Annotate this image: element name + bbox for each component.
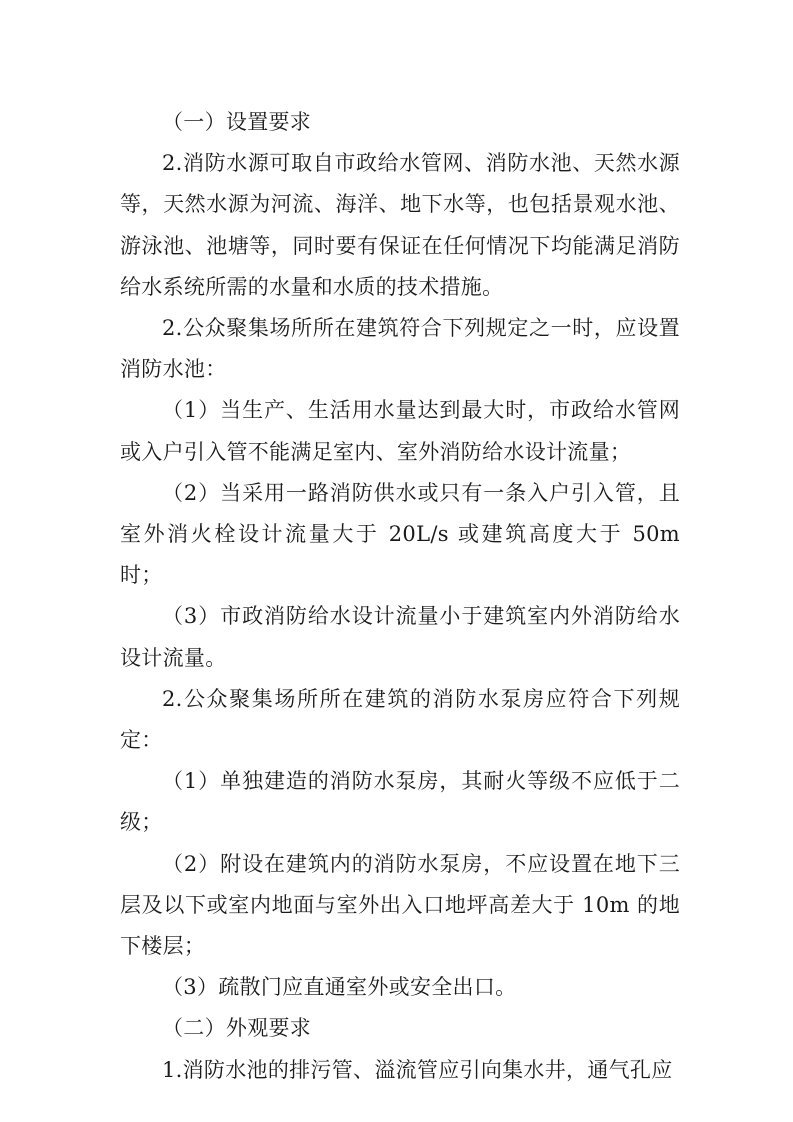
section-heading-setup-requirements: （一）设置要求 (162, 110, 312, 134)
document-body (120, 102, 680, 1091)
paragraph-pump-room-rules: 2.公众聚集场所所在建筑的消防水泵房应符合下列规定： (120, 686, 680, 753)
list-item-pump-room-2: （2）附设在建筑内的消防水泵房，不应设置在地下三层及以下或室内地面与室外出入口地坪高差大于 10m 的地下楼层； (120, 851, 680, 959)
list-item-pump-room-3: （3）疏散门应直通室外或安全出口。 (162, 975, 517, 1000)
list-item-pump-room-1: （1）单独建造的消防水泵房，其耐火等级不应低于二级； (120, 769, 680, 835)
section-heading-appearance-requirements: （二）外观要求 (162, 1016, 312, 1041)
paragraph-fire-pool-conditions: 2.公众聚集场所所在建筑符合下列规定之一时，应设置消防水池： (120, 316, 680, 382)
list-item-fire-pool-3: （3）市政消防给水设计流量小于建筑室内外消防给水设计流量。 (120, 604, 680, 670)
list-item-fire-pool-1: （1）当生产、生活用水量达到最大时，市政给水管网或入户引入管不能满足室内、室外消防给水设计流量； (120, 398, 680, 464)
paragraph-drainage-overflow: 1.消防水池的排污管、溢流管应引向集水井，通气孔应 (162, 1057, 673, 1082)
paragraph-water-source: 2.消防水源可取自市政给水管网、消防水池、天然水源等，天然水源为河流、海洋、地下水等，也包括景观水池、游泳池、池塘等，同时要有保证在任何情况下均能满足消防给水系统所需的水量和水质的技术措施。 (120, 151, 680, 299)
list-item-fire-pool-2: （2）当采用一路消防供水或只有一条入户引入管，且室外消火栓设计流量大于 20L/s 或建筑高度大于 50m 时； (120, 480, 680, 588)
